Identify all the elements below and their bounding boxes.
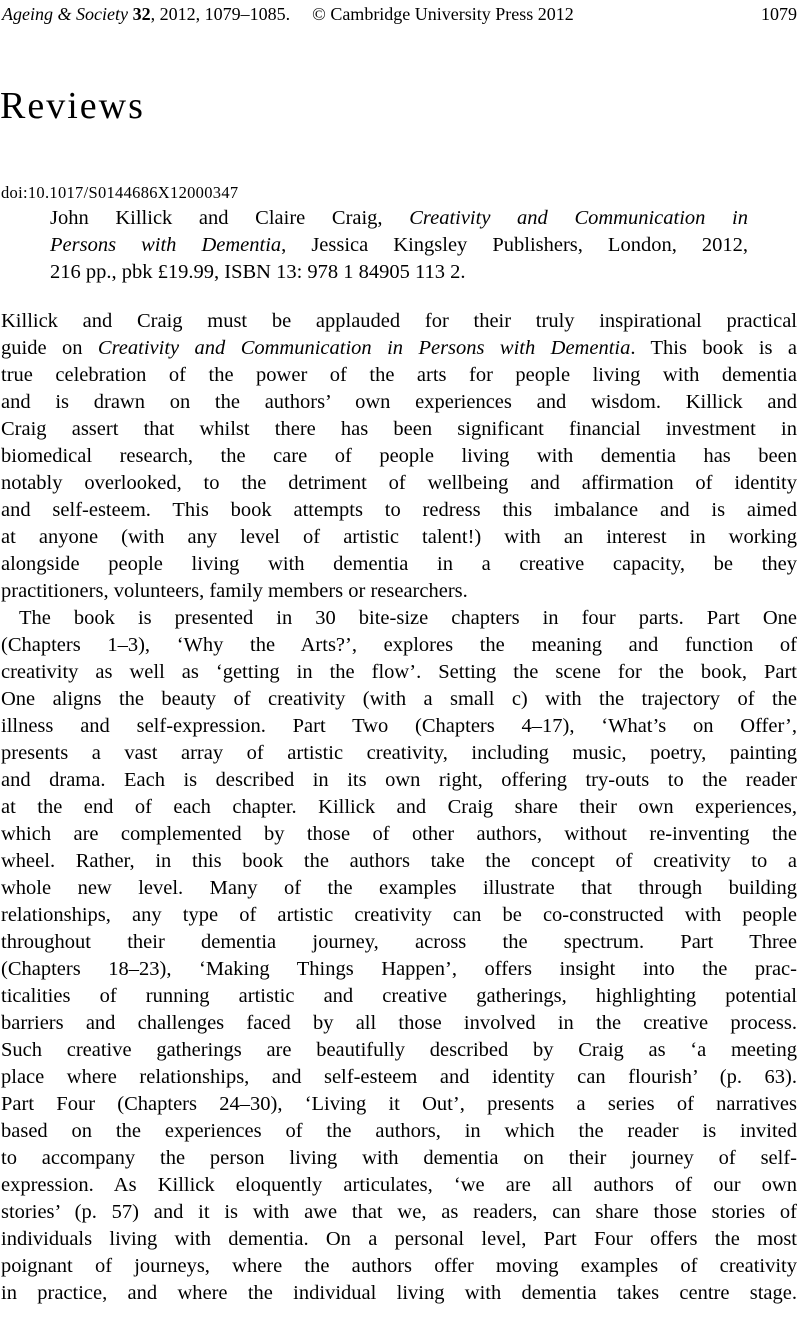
review-paragraph-1: [1, 308, 797, 605]
text-line: [1, 686, 797, 713]
text-segment: whole new level. Many of the examples illustrate that through building: [1, 877, 797, 899]
text-segment: at the end of each chapter. Killick and Craig share their own experiences,: [1, 796, 797, 818]
text-segment: practitioners, volunteers, family members or researchers.: [1, 580, 468, 602]
text-line: [1, 308, 797, 335]
text-line: [1, 1064, 797, 1091]
text-line: [1, 983, 797, 1010]
text-line: [1, 1118, 797, 1145]
text-segment: and is drawn on the authors’ own experiences and wisdom. Killick and: [1, 391, 797, 413]
text-line: [1, 1280, 797, 1307]
text-segment: Such creative gatherings are beautifully described by Craig as ‘a meeting: [1, 1039, 797, 1061]
text-segment: guide on: [1, 337, 98, 359]
page-title: Reviews: [0, 85, 145, 127]
text-segment: and self-esteem. This book attempts to redress this imbalance and is aimed: [1, 499, 797, 521]
text-line: [1, 1037, 797, 1064]
citation-line: [50, 205, 748, 232]
text-line: [1, 659, 797, 686]
text-segment: John Killick and Claire Craig,: [50, 207, 410, 229]
text-line: [1, 740, 797, 767]
text-segment: notably overlooked, to the detriment of wellbeing and affirmation of identity: [1, 472, 797, 494]
text-line: [1, 767, 797, 794]
text-line: [1, 929, 797, 956]
text-line: [1, 632, 797, 659]
text-segment: (Chapters 18–23), ‘Making Things Happen’, offers insight into the prac-: [1, 958, 797, 980]
text-line: [1, 389, 797, 416]
citation-line: [50, 232, 748, 259]
volume-number: 32: [132, 4, 151, 24]
review-body: [1, 308, 797, 1307]
text-segment: stories’ (p. 57) and it is with awe that we, as readers, can share those stories of: [1, 1201, 797, 1223]
journal-name: Ageing & Society: [2, 4, 128, 24]
text-segment: at anyone (with any level of artistic talent!) with an interest in working: [1, 526, 797, 548]
text-line: [1, 335, 797, 362]
book-title-italic: Persons with Dementia: [50, 234, 282, 256]
text-segment: alongside people living with dementia in a creative capacity, be they: [1, 553, 797, 575]
running-header: [2, 3, 797, 25]
text-segment: and drama. Each is described in its own right, offering try-outs to the reader: [1, 769, 797, 791]
text-segment: based on the experiences of the authors, in which the reader is invited: [1, 1120, 797, 1142]
text-line: [1, 362, 797, 389]
text-segment: Part Four (Chapters 24–30), ‘Living it Out’, presents a series of narratives: [1, 1093, 797, 1115]
text-segment: throughout their dementia journey, across the spectrum. Part Three: [1, 931, 797, 953]
text-segment: creativity as well as ‘getting in the flow’. Setting the scene for the book, Part: [1, 661, 797, 683]
text-line: [1, 605, 797, 632]
text-line: [1, 443, 797, 470]
text-segment: expression. As Killick eloquently articulates, ‘we are all authors of our own: [1, 1174, 797, 1196]
text-segment: poignant of journeys, where the authors offer moving examples of creativity: [1, 1255, 797, 1277]
text-line: [1, 875, 797, 902]
text-segment: true celebration of the power of the arts for people living with dementia: [1, 364, 797, 386]
text-line: [1, 524, 797, 551]
text-line: [1, 1199, 797, 1226]
text-line: [1, 1172, 797, 1199]
text-line: [1, 470, 797, 497]
text-segment: wheel. Rather, in this book the authors take the concept of creativity to a: [1, 850, 797, 872]
doi-line: doi:10.1017/S0144686X12000347: [1, 183, 239, 202]
book-citation: [50, 205, 748, 286]
text-segment: The book is presented in 30 bite-size chapters in four parts. Part One: [19, 607, 797, 629]
text-segment: , Jessica Kingsley Publishers, London, 2012,: [281, 234, 748, 256]
text-segment: Killick and Craig must be applauded for their truly inspirational practical: [1, 310, 797, 332]
journal-citation: [2, 3, 574, 25]
text-segment: Craig assert that whilst there has been significant financial investment in: [1, 418, 797, 440]
header-page-number: 1079: [761, 4, 797, 24]
text-segment: . This book is a: [630, 337, 798, 359]
text-segment: 216 pp., pbk £19.99, ISBN 13: 978 1 84905 113 2.: [50, 261, 466, 283]
text-line: [1, 821, 797, 848]
copyright-notice: © Cambridge University Press 2012: [312, 4, 574, 24]
text-line: [1, 848, 797, 875]
text-segment: presents a vast array of artistic creativity, including music, poetry, painting: [1, 742, 797, 764]
text-segment: illness and self-expression. Part Two (Chapters 4–17), ‘What’s on Offer’,: [1, 715, 797, 737]
text-line: [1, 1226, 797, 1253]
text-line: [1, 1091, 797, 1118]
text-line: [1, 713, 797, 740]
book-title-italic: Creativity and Communication in: [409, 207, 748, 229]
text-segment: barriers and challenges faced by all those involved in the creative process.: [1, 1012, 797, 1034]
text-line: [1, 578, 797, 605]
text-segment: biomedical research, the care of people living with dementia has been: [1, 445, 797, 467]
text-line: [1, 416, 797, 443]
text-segment: (Chapters 1–3), ‘Why the Arts?’, explores the meaning and function of: [1, 634, 797, 656]
text-segment: which are complemented by those of other authors, without re-inventing the: [1, 823, 797, 845]
text-segment: One aligns the beauty of creativity (with a small c) with the trajectory of the: [1, 688, 797, 710]
text-segment: individuals living with dementia. On a personal level, Part Four offers the most: [1, 1228, 797, 1250]
text-segment: to accompany the person living with dementia on their journey of self-: [1, 1147, 797, 1169]
citation-line: [50, 259, 748, 286]
book-title-italic: Creativity and Communication in Persons with Dementia: [97, 337, 631, 359]
issue-pages: , 2012, 1079–1085.: [150, 4, 291, 24]
text-line: [1, 902, 797, 929]
text-line: [1, 1010, 797, 1037]
text-segment: place where relationships, and self-esteem and identity can flourish’ (p. 63).: [1, 1066, 797, 1088]
review-paragraph-2: [1, 605, 797, 1307]
text-line: [1, 551, 797, 578]
text-line: [1, 497, 797, 524]
text-line: [1, 956, 797, 983]
text-segment: in practice, and where the individual living with dementia takes centre stage.: [1, 1282, 797, 1304]
text-segment: relationships, any type of artistic creativity can be co-constructed with people: [1, 904, 797, 926]
text-line: [1, 1145, 797, 1172]
text-line: [1, 794, 797, 821]
text-line: [1, 1253, 797, 1280]
text-segment: ticalities of running artistic and creative gatherings, highlighting potential: [1, 985, 797, 1007]
